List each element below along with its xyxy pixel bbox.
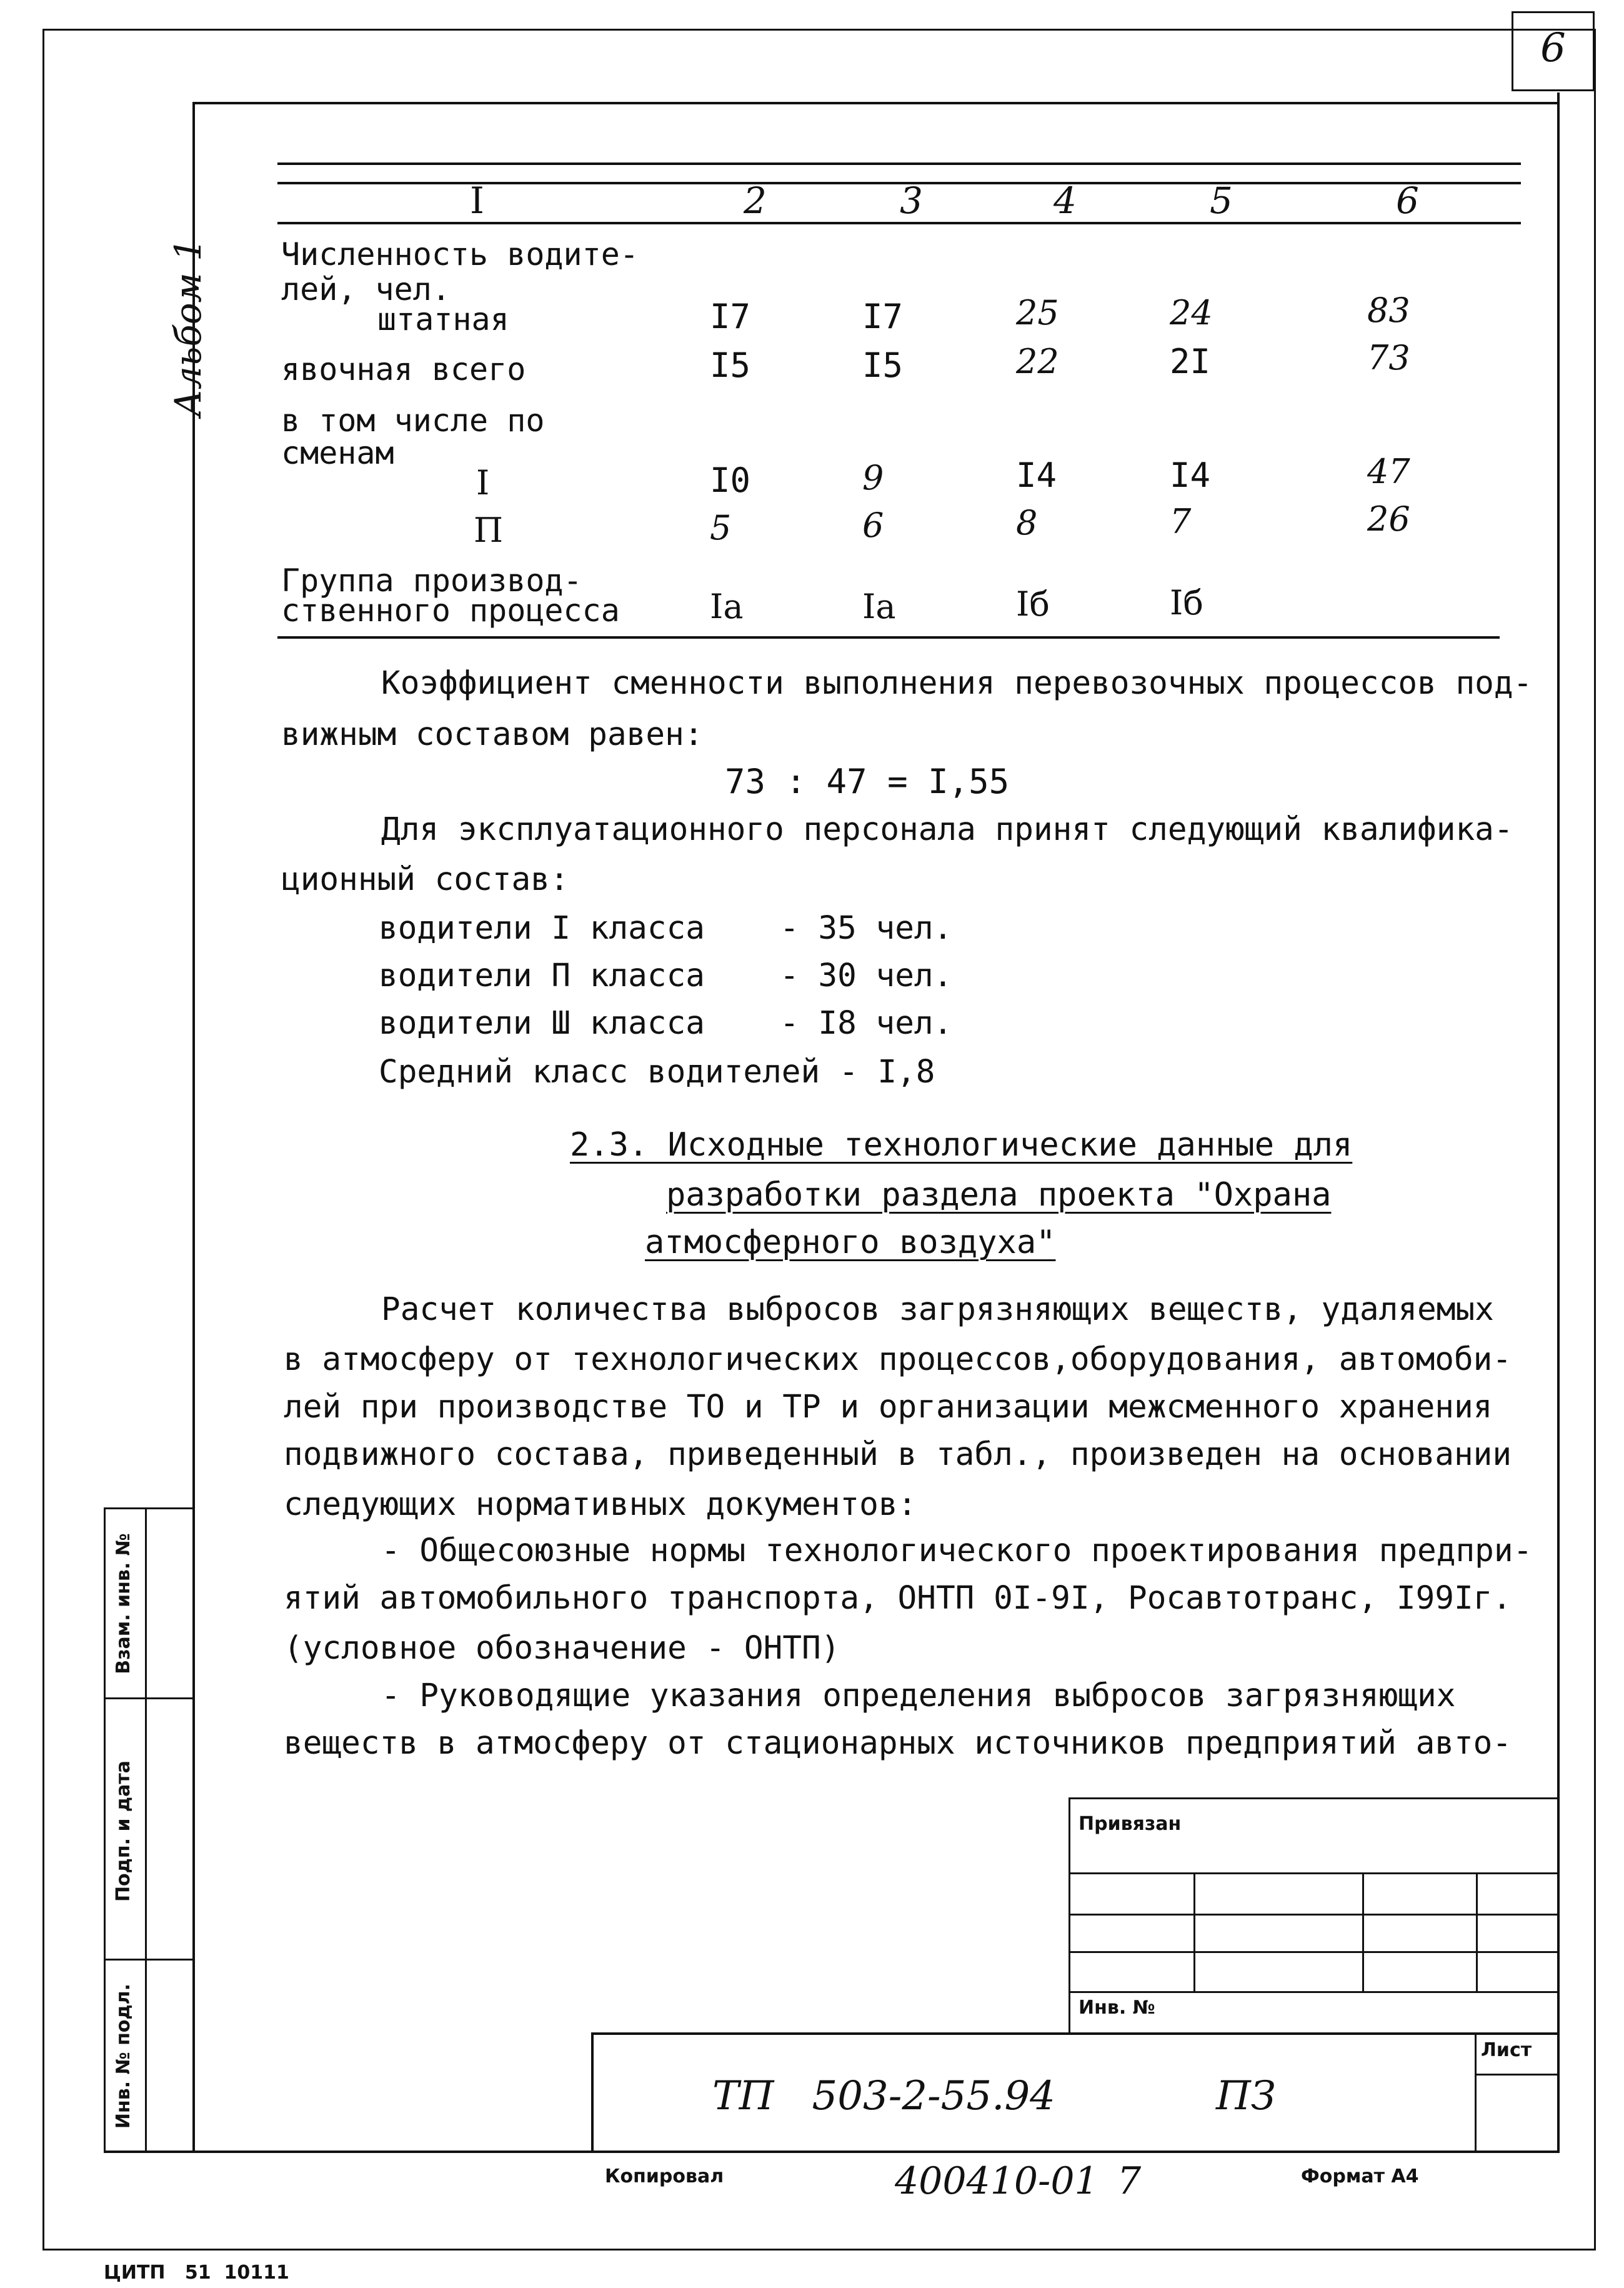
para-line-7: ятий автомобильного транспорта, ОНТП 0I-9I, Росавтотранс, I99Iг.: [284, 1580, 1512, 1617]
side-row-1: [104, 1697, 192, 1699]
row5-col3: Iа: [862, 587, 896, 626]
section-title-line-3: атмосферного воздуха": [645, 1224, 1056, 1261]
col-header-2: 2: [744, 179, 767, 222]
para-line-3: лей при производстве ТО и ТР и организации межсменного хранения: [284, 1389, 1493, 1426]
table-top-rule-2: [277, 182, 1521, 184]
para-line-4: подвижного состава, приведенный в табл., произведен на основании: [284, 1436, 1512, 1473]
stamp-upper-top: [1069, 1797, 1560, 1799]
row2-col4: 22: [1016, 342, 1059, 381]
side-col-top: [104, 1507, 192, 1509]
side-col-divider: [145, 1507, 147, 2152]
outer-frame-bottom: [42, 2249, 1596, 2251]
outer-frame-top: [42, 29, 1596, 31]
side-field-podp-data: Подп. и дата: [112, 1760, 134, 1902]
row4-col4: 8: [1016, 503, 1038, 542]
stamp-kopiroval: Копировал: [605, 2166, 724, 2187]
col-header-3: 3: [900, 179, 923, 222]
stamp-archive-no: 400410-01: [895, 2159, 1098, 2203]
row1-label-line2: лей, чел.: [281, 271, 451, 307]
col-header-4: 4: [1054, 179, 1077, 222]
row4-col2: 5: [710, 508, 732, 547]
table-header-rule: [277, 222, 1521, 224]
driver-class-3-value: - I8 чел.: [780, 1005, 953, 1042]
row3-col2: I0: [710, 461, 751, 500]
inner-frame-bottom: [104, 2151, 1560, 2153]
row2-col5: 2I: [1170, 342, 1211, 381]
stamp-upper-col-3: [1476, 1872, 1478, 1992]
para-line-8: (условное обозначение - ОНТП): [284, 1630, 840, 1667]
row5-label-line1: Группа производ-: [281, 562, 582, 599]
stamp-list-row: [1475, 2074, 1560, 2076]
stamp-upper-row-3: [1069, 1951, 1560, 1953]
stamp-inv-no: Инв. №: [1079, 1997, 1155, 2019]
coef-line-2: вижным составом равен:: [281, 716, 704, 753]
driver-class-2-value: - 30 чел.: [780, 957, 953, 994]
row5-label-line2: ственного процесса: [281, 592, 620, 629]
row2-label: явочная всего: [281, 351, 526, 387]
side-field-vzam-inv: Взам. инв. №: [112, 1533, 134, 1674]
row2-col6: 73: [1367, 338, 1410, 377]
row3-col3: 9: [862, 458, 884, 497]
outer-frame-left: [42, 29, 44, 2251]
para-line-9: - Руководящие указания определения выбросов загрязняющих: [381, 1677, 1456, 1714]
row5-col5: Iб: [1170, 583, 1203, 622]
stamp-upper-row-4: [1069, 1991, 1560, 1993]
stamp-list-label: Лист: [1481, 2039, 1532, 2061]
para-line-10: веществ в атмосферу от стационарных источников предприятий авто-: [284, 1725, 1512, 1762]
row2-col2: I5: [710, 346, 751, 385]
coef-line-1: Коэффициент сменности выполнения перевозочных процессов под-: [381, 665, 1533, 702]
section-title-line-2: разработки раздела проекта "Охрана: [666, 1176, 1332, 1214]
section-title-line-1: 2.3. Исходные технологические данные для: [570, 1126, 1353, 1164]
row4-col3: 6: [862, 506, 884, 545]
inner-frame-top: [192, 102, 1557, 104]
stamp-project-code: ТП 503-2-55.94: [712, 2073, 1055, 2119]
row1-col4: 25: [1016, 293, 1059, 332]
stamp-lower-top: [591, 2032, 1560, 2035]
coef-formula: 73 : 47 = I,55: [725, 762, 1010, 801]
row1-col3: I7: [862, 297, 904, 336]
table-top-rule-1: [277, 162, 1521, 165]
para-line-2: в атмосферу от технологических процессов,оборудования, автомоби-: [284, 1341, 1512, 1378]
sheet-number: 6: [1540, 25, 1566, 71]
col-header-6: 6: [1396, 179, 1419, 222]
para-line-1: Расчет количества выбросов загрязняющих веществ, удаляемых: [381, 1291, 1494, 1328]
driver-class-2-label: водители П класса: [379, 957, 705, 994]
stamp-format: Формат А4: [1301, 2166, 1419, 2187]
row5-col4: Iб: [1016, 584, 1050, 624]
row4-sublabel: П: [474, 511, 504, 550]
row4-col5: 7: [1170, 502, 1192, 541]
stamp-upper-row-1: [1069, 1872, 1560, 1874]
qual-line-2: ционный состав:: [281, 861, 569, 898]
row1-sublabel: штатная: [377, 301, 509, 337]
row3-col5: I4: [1170, 456, 1211, 495]
driver-class-1-value: - 35 чел.: [780, 910, 953, 947]
driver-class-1-label: водители I класса: [379, 910, 705, 947]
inner-frame-right: [1557, 92, 1560, 2152]
stamp-privyazan: Привязан: [1079, 1813, 1182, 1835]
side-field-inv-podl: Инв. № подл.: [112, 1983, 134, 2129]
row1-col6: 83: [1367, 291, 1410, 330]
driver-class-3-label: водители Ш класса: [379, 1005, 705, 1042]
outer-frame-right: [1594, 29, 1596, 2251]
row3-label-line2: сменам: [281, 435, 394, 471]
row1-col2: I7: [710, 297, 751, 336]
col-header-5: 5: [1210, 179, 1233, 222]
row1-label-line1: Численность водите-: [281, 236, 639, 272]
qual-line-1: Для эксплуатационного персонала принят следующий квалифика-: [381, 811, 1513, 848]
table-bottom-rule: [277, 636, 1500, 639]
row3-label-line1: в том числе по: [281, 402, 545, 439]
footer-citp: ЦИТП 51 10111: [104, 2262, 289, 2284]
stamp-upper-col-2: [1362, 1872, 1364, 1992]
row1-col5: 24: [1170, 293, 1213, 332]
row2-col3: I5: [862, 346, 904, 385]
col-header-1: I: [470, 179, 484, 222]
stamp-upper-col-1: [1193, 1872, 1195, 1992]
side-col-left: [104, 1507, 106, 2152]
row5-col2: Iа: [710, 587, 744, 626]
stamp-lower-left: [591, 2032, 594, 2152]
average-class: Средний класс водителей - I,8: [379, 1054, 935, 1091]
row3-sublabel: I: [476, 463, 490, 502]
stamp-upper-row-2: [1069, 1914, 1560, 1916]
side-row-2: [104, 1959, 192, 1961]
para-line-5: следующих нормативных документов:: [284, 1486, 917, 1523]
para-line-6: - Общесоюзные нормы технологического проектирования предпри-: [381, 1532, 1533, 1569]
row3-col4: I4: [1016, 456, 1057, 495]
stamp-archive-page: 7: [1117, 2159, 1142, 2203]
stamp-doc-code: ПЗ: [1216, 2073, 1276, 2119]
row4-col6: 26: [1367, 499, 1410, 539]
stamp-lower-right-col: [1475, 2032, 1477, 2152]
stamp-upper-left: [1069, 1797, 1070, 2034]
margin-note-album: Альбом 1: [167, 237, 209, 417]
row3-col6: 47: [1367, 452, 1410, 491]
